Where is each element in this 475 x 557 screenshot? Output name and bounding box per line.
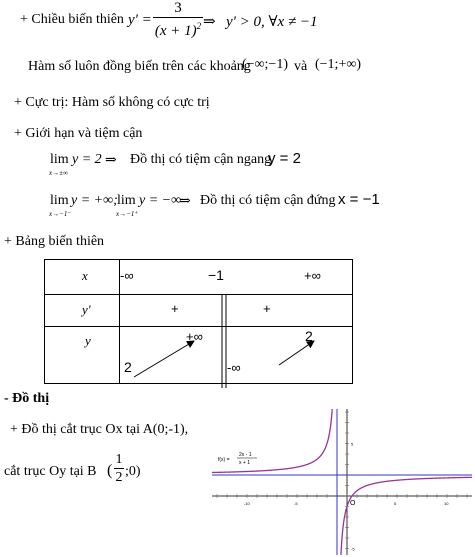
fraction-bar <box>153 17 203 18</box>
fraction-denominator: (x + 1) <box>154 23 197 39</box>
y-tick-label: -5 <box>351 546 355 552</box>
origin-label: O <box>350 500 356 507</box>
y-right-start-value: -∞ <box>227 360 241 375</box>
increase-arrow-right <box>279 341 314 365</box>
lim-expression: y = 2 <box>72 152 102 167</box>
fraction-exponent: 2 <box>196 21 202 31</box>
fraction-numerator: 3 <box>174 0 182 16</box>
yprime-sign-right: + <box>263 301 271 316</box>
implies-arrow: ⇒ <box>203 14 216 30</box>
x-tick-label: -10 <box>244 501 250 506</box>
increase-arrow-left <box>134 341 194 377</box>
derivative-label: + Chiều biến thiên <box>20 12 124 27</box>
yprime-sign-left: + <box>171 301 179 316</box>
x-tick-label: -5 <box>294 501 298 506</box>
interval-right: (−1;+∞) <box>315 57 361 72</box>
graph-section-title: - Đồ thị <box>4 391 50 406</box>
function-label-denominator: x + 1 <box>239 460 250 466</box>
y-left-start-value: 2 <box>124 359 132 375</box>
x-row-label: x <box>82 268 88 283</box>
y-intercept-text: cắt trục Oy tại B <box>4 464 97 479</box>
lim-subscript-left: x→−1⁻ <box>49 210 72 218</box>
implies-arrow: ⇒ <box>105 153 117 168</box>
extrema-line: + Cực trị: Hàm số không có cực trị <box>14 95 210 110</box>
derivative-fraction <box>153 1 203 39</box>
lim-subscript: x→±∞ <box>49 169 68 177</box>
y-right-end-value: 2 <box>305 328 313 344</box>
y-intercept-denominator: 2 <box>115 470 123 485</box>
variation-arrows <box>44 259 356 389</box>
y-tick-label: 5 <box>351 441 354 447</box>
implies-arrow: ⇒ <box>179 194 191 209</box>
x-neg-infinity: -∞ <box>120 268 134 283</box>
vertical-asymptote-text: Đồ thị có tiệm cận đứng <box>200 193 336 208</box>
x-tick-label: 5 <box>394 501 397 506</box>
function-graph <box>212 409 472 555</box>
variation-table-title: + Bảng biến thiên <box>4 234 105 249</box>
limits-heading: + Giới hạn và tiệm cận <box>14 126 143 141</box>
and-word: và <box>294 59 308 74</box>
x-intercept-line: + Đồ thị cắt trục Ox tại A(0;-1), <box>10 422 189 437</box>
horizontal-asymptote-text: Đồ thị có tiệm cận ngang <box>130 152 272 167</box>
function-label-numerator: 2x - 1 <box>239 452 252 458</box>
yprime-row-label: y' <box>82 302 91 317</box>
y-left-end-value: +∞ <box>186 329 203 344</box>
y-intercept-suffix: ;0) <box>125 464 141 479</box>
lim-expression-right: y = −∞ <box>139 193 182 208</box>
y-row-label: y <box>85 333 91 348</box>
lim-expression-left: y = +∞; <box>71 193 118 208</box>
horizontal-asymptote-equation: y = 2 <box>268 150 301 167</box>
x-critical-value: −1 <box>208 267 224 283</box>
y-intercept-numerator: 1 <box>115 452 123 467</box>
interval-left: (−∞;−1) <box>242 57 288 72</box>
vertical-asymptote-equation: x = −1 <box>338 191 380 208</box>
yprime-symbol: y' = <box>128 12 152 28</box>
lim-subscript-right: x→−1⁺ <box>116 210 139 218</box>
x-tick-label: 10 <box>444 501 449 506</box>
derivative-condition: y' > 0, ∀x ≠ −1 <box>226 14 318 30</box>
lim-keyword-right: lim <box>117 193 136 208</box>
y-intercept-fraction <box>114 452 124 485</box>
lim-keyword-left: lim <box>50 193 69 208</box>
monotonic-text: Hàm số luôn đồng biến trên các khoảng <box>28 59 251 74</box>
x-pos-infinity: +∞ <box>304 268 321 283</box>
lim-keyword: lim <box>50 152 69 167</box>
svg-text:f(x) =: f(x) = <box>218 457 230 463</box>
